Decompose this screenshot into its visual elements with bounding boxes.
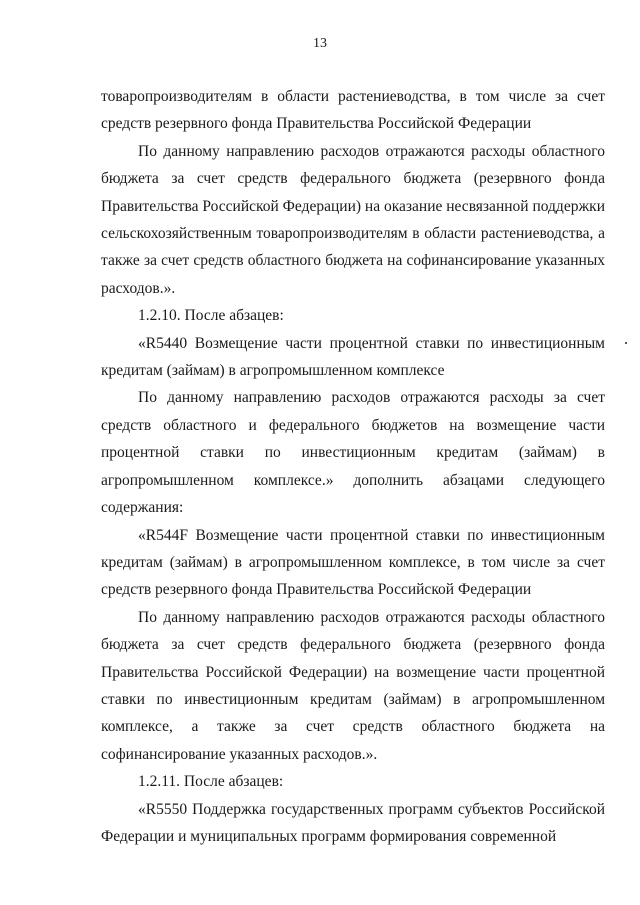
paragraph: 1.2.11. После абзацев:	[138, 773, 284, 791]
paragraph: «R5440 Возмещение части процентной ставки по инвестиционным кредитам (займам) в агропромышленном комплексе	[101, 334, 605, 380]
margin-speck	[625, 342, 627, 344]
paragraph: По данному направлению расходов отражаются расходы областного бюджета за счет средств федерального бюджета (резервного фонда Правительства Российской Федерации) на оказание несвязанной поддержки сельскохозяйственным товаропроизводителям в области растениеводства, а также за счет средств областного бюджета на софинансирование указанных расходов.».	[101, 142, 605, 297]
paragraph: 1.2.10. После абзацев:	[138, 307, 284, 325]
document-body	[101, 83, 605, 850]
page-number: 13	[313, 36, 327, 51]
paragraph: «R5550 Поддержка государственных программ субъектов Российской Федерации и муниципальных программ формирования современной	[101, 800, 605, 845]
paragraph: «R544F Возмещение части процентной ставки по инвестиционным кредитам (займам) в агропромышленном комплексе, в том числе за счет средств резервного фонда Правительства Российской Федерации	[101, 526, 605, 599]
paragraph: По данному направлению расходов отражаются расходы областного бюджета за счет средств федерального бюджета (резервного фонда Правительства Российской Федерации) на возмещение части процентной ставки по инвестиционным кредитам (займам) в агропромышленном комплексе, а также за счет средств областного бюджета на софинансирование указанных расходов.».	[101, 608, 605, 763]
paragraph: По данному направлению расходов отражаются расходы за счет средств областного и федерального бюджетов на возмещение части процентной ставки по инвестиционным кредитам (займам) в агропромышленном комплексе.» дополнить абзацами следующего содержания:	[101, 389, 605, 517]
paragraph: товаропроизводителям в области растениеводства, в том числе за счет средств резервного фонда Правительства Российской Федерации	[101, 88, 605, 133]
